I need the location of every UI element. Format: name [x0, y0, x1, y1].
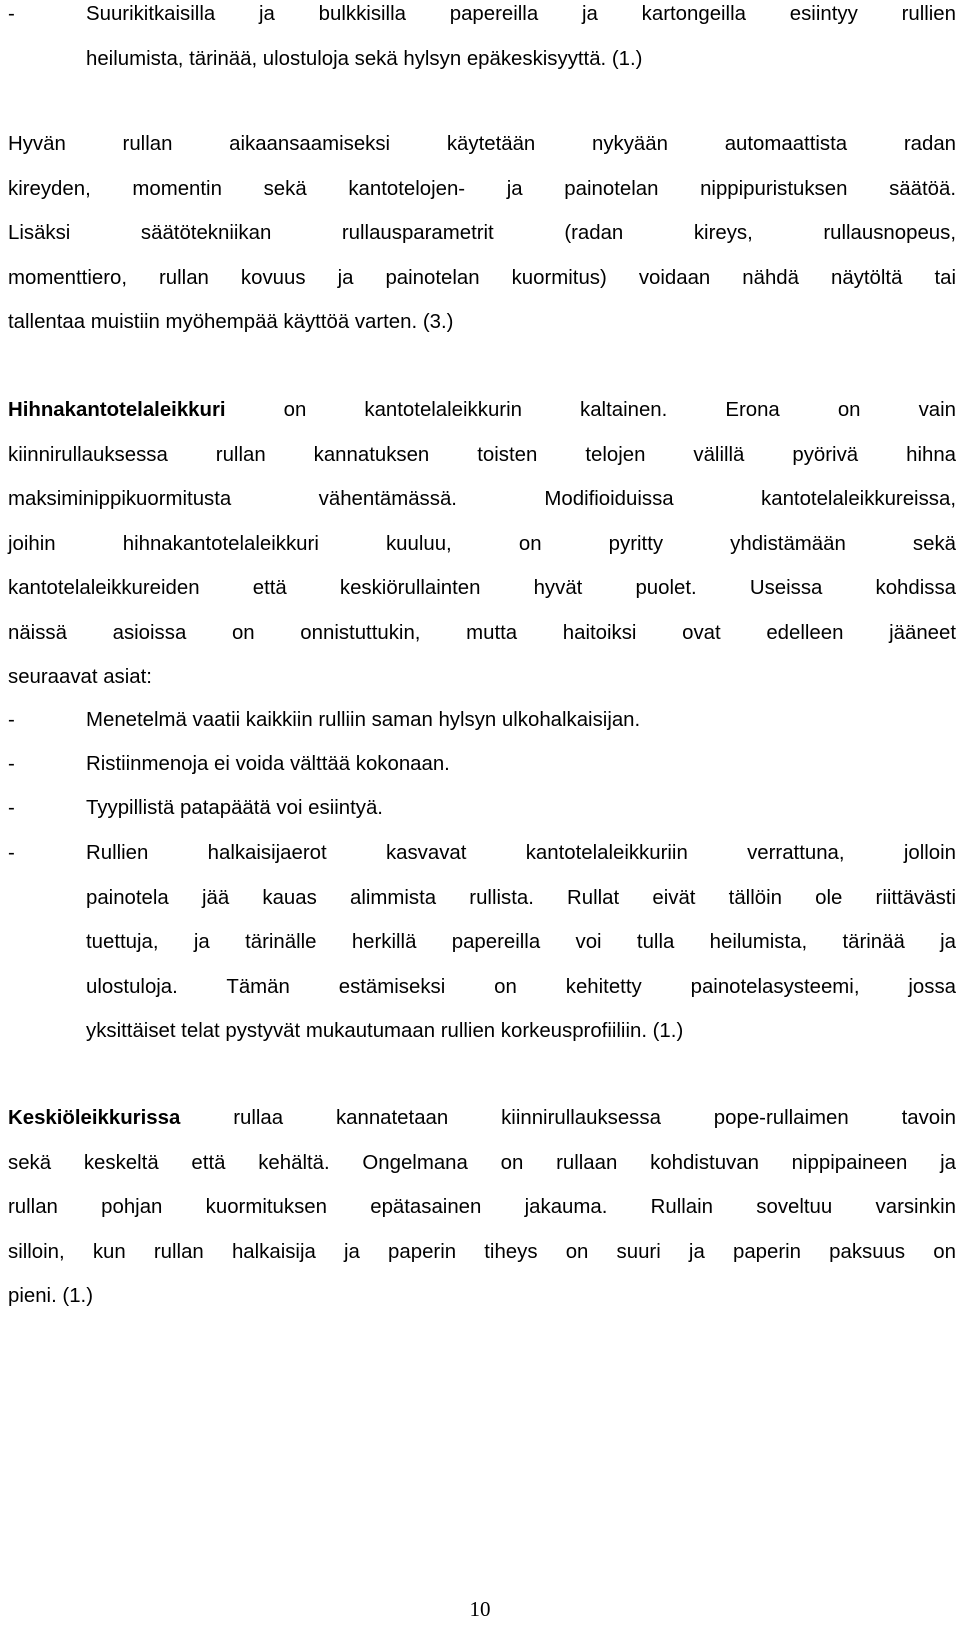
paragraph [8, 388, 956, 700]
text-line: ulostuloja. Tämän estämiseksi on kehitetty painotelasysteemi, jossa [86, 975, 956, 998]
text-line: momenttiero, rullan kovuus ja painotelan kuormitus) voidaan nähdä näytöltä tai [8, 266, 956, 289]
term-bold: Hihnakantotelaleikkuri [8, 399, 226, 421]
text-line: tallentaa muistiin myöhempää käyttöä varten. (3.) [8, 311, 454, 333]
text-line: Suurikitkaisilla ja bulkkisilla papereilla ja kartongeilla esiintyy rullien [86, 3, 956, 25]
text-line: maksiminippikuormitusta vähentämässä. Modifioiduissa kantotelaleikkureissa, [8, 488, 956, 510]
text-line: Menetelmä vaatii kaikkiin rulliin saman hylsyn ulkohalkaisijan. [86, 709, 641, 731]
text-line: joihin hihnakantotelaleikkuri kuuluu, on pyritty yhdistämään sekä [8, 532, 956, 555]
bullet-dash: - [8, 797, 15, 819]
text-line [8, 1096, 956, 1141]
bullet-text [86, 831, 956, 1054]
text-line: näissä asioissa on onnistuttukin, mutta haitoiksi ovat edelleen jääneet [8, 621, 956, 644]
text-line: kireyden, momentin sekä kantotelojen- ja painotelan nippipuristuksen säätöä. [8, 177, 956, 200]
text-line: seuraavat asiat: [8, 666, 152, 688]
text-run: rullaa kannatetaan kiinnirullauksessa pope-rullaimen tavoin [180, 1107, 956, 1129]
text-line: yksittäiset telat pystyvät mukautumaan rullien korkeusprofiiliin. (1.) [86, 1020, 684, 1042]
text-line: tuettuja, ja tärinälle herkillä papereilla voi tulla heilumista, tärinää ja [86, 931, 956, 953]
paragraph [8, 122, 956, 345]
text-line [8, 388, 956, 433]
text-line: painotela jää kauas alimmista rullista. Rullat eivät tällöin ole riittävästi [86, 886, 956, 909]
paragraph [8, 1096, 956, 1319]
text-line: rullan pohjan kuormituksen epätasainen jakauma. Rullain soveltuu varsinkin [8, 1196, 956, 1218]
text-line: Tyypillistä patapäätä voi esiintyä. [86, 797, 383, 819]
bullet-text [86, 698, 956, 743]
text-run: on kantotelaleikkurin kaltainen. Erona on vain [225, 399, 956, 421]
bullet-dash: - [8, 709, 15, 731]
page-number: 10 [469, 1597, 491, 1621]
text-line: pieni. (1.) [8, 1285, 93, 1307]
text-line: kantotelaleikkureiden että keskiörullainten hyvät puolet. Useissa kohdissa [8, 577, 956, 599]
text-line: Ristiinmenoja ei voida välttää kokonaan. [86, 753, 450, 775]
bullet-dash: - [8, 753, 15, 775]
bullet-text [86, 742, 956, 787]
text-line: silloin, kun rullan halkaisija ja paperin tiheys on suuri ja paperin paksuus on [8, 1240, 956, 1263]
text-line: Hyvän rullan aikaansaamiseksi käytetään nykyään automaattista radan [8, 133, 956, 155]
text-line: heilumista, tärinää, ulostuloja sekä hylsyn epäkeskisyyttä. (1.) [86, 47, 643, 70]
text-line: kiinnirullauksessa rullan kannatuksen toisten telojen välillä pyörivä hihna [8, 443, 956, 466]
text-line: Lisäksi säätötekniikan rullausparametrit (radan kireys, rullausnopeus, [8, 222, 956, 244]
bullet-text [86, 786, 956, 831]
text-line: Rullien halkaisijaerot kasvavat kantotelaleikkuriin verrattuna, jolloin [86, 842, 956, 864]
bullet-text [86, 0, 956, 81]
bullet-dash: - [8, 3, 15, 25]
text-line: sekä keskeltä että kehältä. Ongelmana on rullaan kohdistuvan nippipaineen ja [8, 1151, 956, 1174]
bullet-dash: - [8, 842, 15, 864]
term-bold: Keskiöleikkurissa [8, 1107, 181, 1129]
